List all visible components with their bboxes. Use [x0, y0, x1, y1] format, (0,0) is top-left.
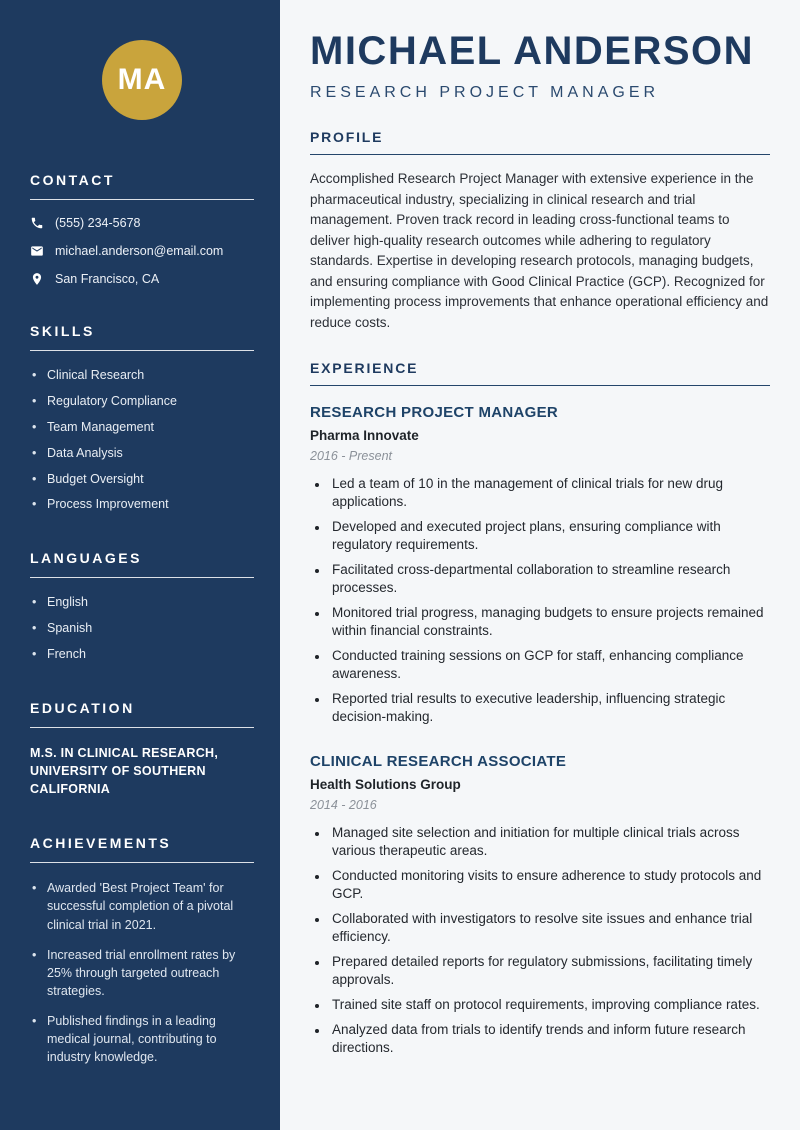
job-bullet: • Conducted training sessions on GCP for staff, enhancing compliance awareness. — [329, 647, 770, 683]
job-bullet: • Reported trial results to executive leadership, influencing strategic decision-making. — [329, 690, 770, 726]
skills-section — [30, 323, 254, 513]
contact-location-value: San Francisco, CA — [55, 272, 160, 286]
achievements-list — [30, 879, 254, 1066]
job-entry — [310, 404, 770, 726]
skill-item: • Regulatory Compliance — [30, 393, 254, 410]
profile-section — [310, 129, 770, 333]
achievement-item: • Awarded 'Best Project Team' for successful completion of a pivotal clinical trial in 2021. — [30, 879, 254, 933]
skills-list — [30, 367, 254, 513]
contact-section — [30, 172, 254, 286]
language-item: • Spanish — [30, 620, 254, 637]
achievements-section-title: ACHIEVEMENTS — [30, 835, 254, 863]
job-dates: 2016 - Present — [310, 449, 392, 463]
education-section — [30, 700, 254, 798]
job-bullet: • Managed site selection and initiation for multiple clinical trials across various therapeutic areas. — [329, 824, 770, 860]
skill-item: • Clinical Research — [30, 367, 254, 384]
skills-section-title: SKILLS — [30, 323, 254, 351]
contact-row-email — [30, 244, 254, 258]
job-bullet: • Prepared detailed reports for regulatory submissions, facilitating timely approvals. — [329, 953, 770, 989]
languages-list — [30, 594, 254, 663]
achievement-item: • Published findings in a leading medical journal, contributing to industry knowledge. — [30, 1012, 254, 1066]
contact-phone-value: (555) 234-5678 — [55, 216, 141, 230]
job-bullet: • Analyzed data from trials to identify trends and inform future research directions. — [329, 1021, 770, 1057]
job-bullet: • Conducted monitoring visits to ensure adherence to study protocols and GCP. — [329, 867, 770, 903]
skill-item: • Team Management — [30, 419, 254, 436]
profile-text: Accomplished Research Project Manager with extensive experience in the pharmaceutical industry, specializing in clinical research and trial management. Proven track record in leading cross-functional teams to deliver high-quality research outcomes while adhering to regulatory standards. Expertise in developing research protocols, managing budgets, and ensuring compliance with Good Clinical Practice (GCP). Recognized for implementing process improvements that enhance operational efficiency and reduce costs. — [310, 171, 769, 330]
job-dates: 2014 - 2016 — [310, 798, 377, 812]
profile-section-title: PROFILE — [310, 129, 770, 155]
main-content — [280, 0, 800, 1130]
job-title: RESEARCH PROJECT MANAGER — [310, 404, 559, 421]
languages-section — [30, 550, 254, 663]
sidebar — [0, 0, 280, 1130]
contact-row-location — [30, 272, 254, 286]
job-bullet: • Facilitated cross-departmental collaboration to streamline research processes. — [329, 561, 770, 597]
experience-section — [310, 360, 770, 1057]
language-item: • French — [30, 646, 254, 663]
job-bullet: • Trained site staff on protocol requirements, improving compliance rates. — [329, 996, 770, 1014]
job-bullet: • Collaborated with investigators to resolve site issues and enhance trial efficiency. — [329, 910, 770, 946]
avatar — [102, 40, 182, 120]
achievement-item: • Increased trial enrollment rates by 25% through targeted outreach strategies. — [30, 946, 254, 1000]
job-company: Pharma Innovate — [310, 428, 419, 443]
avatar-initials: MA — [117, 63, 167, 96]
job-entry — [310, 753, 770, 1057]
location-icon — [30, 272, 44, 286]
job-title: CLINICAL RESEARCH ASSOCIATE — [310, 753, 567, 770]
email-icon — [30, 244, 44, 258]
job-bullet: • Developed and executed project plans, ensuring compliance with regulatory requirements. — [329, 518, 770, 554]
experience-section-title: EXPERIENCE — [310, 360, 770, 386]
skill-item: • Process Improvement — [30, 496, 254, 513]
job-bullets — [310, 475, 770, 726]
language-item: • English — [30, 594, 254, 611]
job-bullet: • Led a team of 10 in the management of clinical trials for new drug applications. — [329, 475, 770, 511]
candidate-role: RESEARCH PROJECT MANAGER — [310, 84, 660, 101]
contact-section-title: CONTACT — [30, 172, 254, 200]
education-degree: M.S. IN CLINICAL RESEARCH, UNIVERSITY OF SOUTHERN CALIFORNIA — [30, 745, 219, 797]
phone-icon — [30, 216, 44, 230]
job-bullets — [310, 824, 770, 1057]
skill-item: • Budget Oversight — [30, 471, 254, 488]
candidate-name: MICHAEL ANDERSON — [310, 29, 755, 73]
contact-email-value: michael.anderson@email.com — [55, 244, 224, 258]
education-section-title: EDUCATION — [30, 700, 254, 728]
skill-item: • Data Analysis — [30, 445, 254, 462]
job-company: Health Solutions Group — [310, 777, 461, 792]
achievements-section — [30, 835, 254, 1066]
contact-row-phone — [30, 216, 254, 230]
experience-jobs — [310, 386, 770, 1057]
job-bullet: • Monitored trial progress, managing budgets to ensure projects remained within financial constraints. — [329, 604, 770, 640]
languages-section-title: LANGUAGES — [30, 550, 254, 578]
